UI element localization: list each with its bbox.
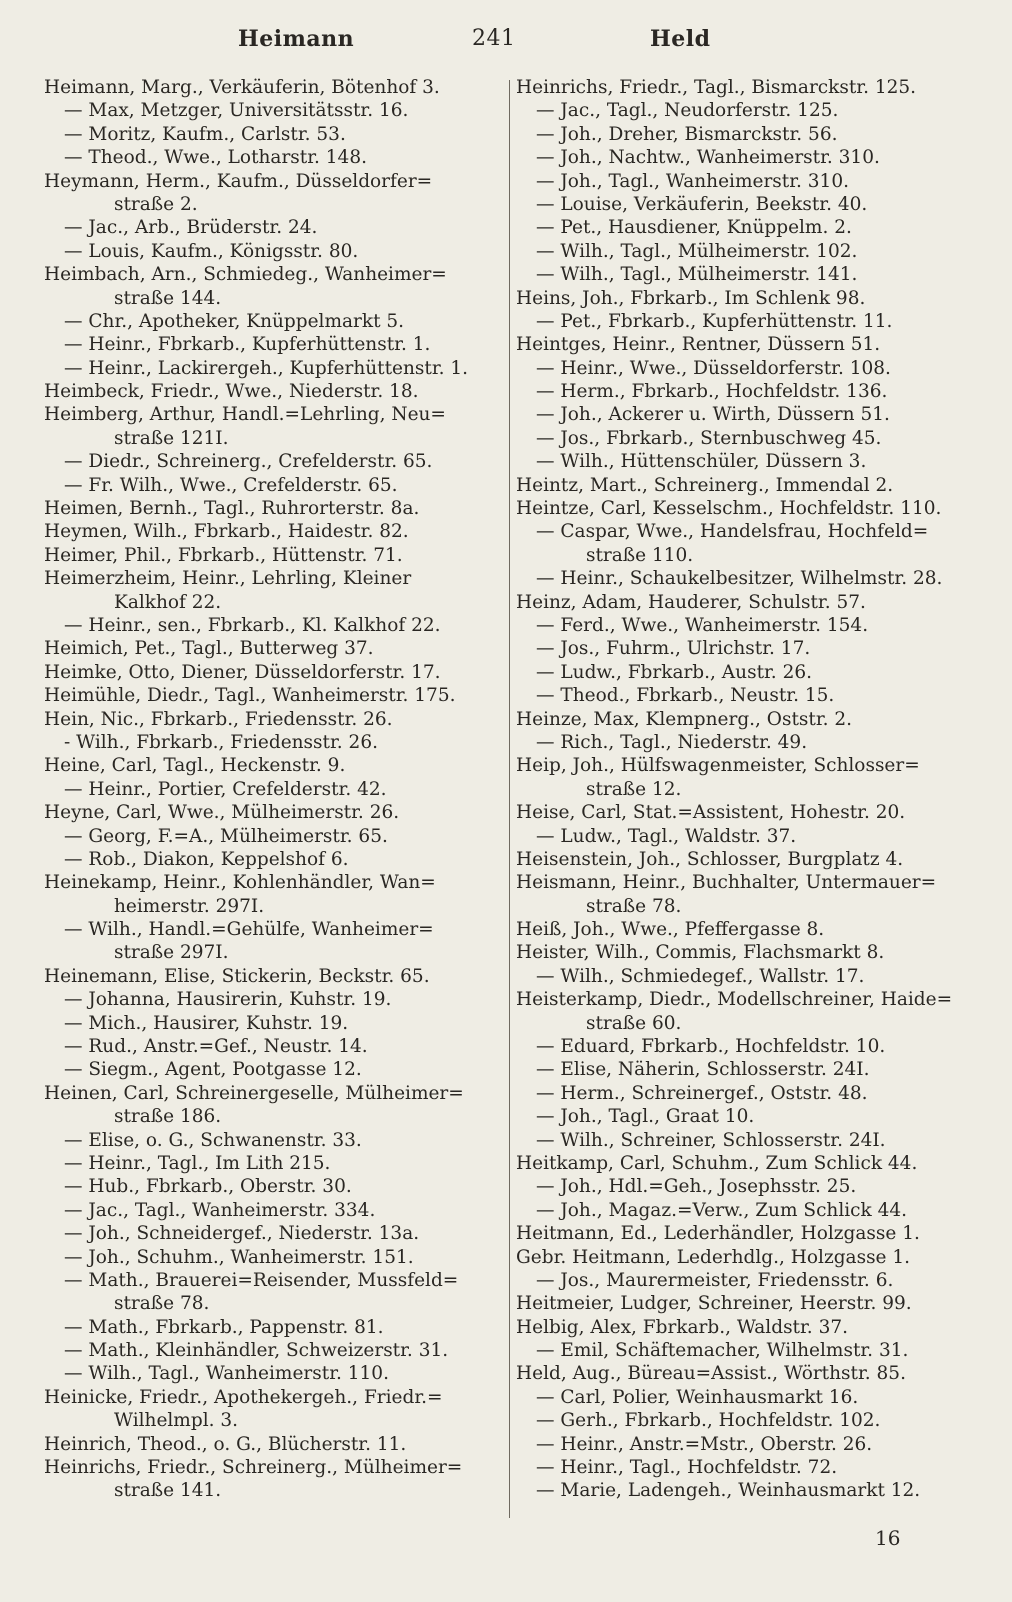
entry-line: — Heinr., Tagl., Hochfeldstr. 72. <box>536 1457 838 1479</box>
entry-line: — Eduard, Fbrkarb., Hochfeldstr. 10. <box>536 1036 886 1058</box>
page-number: 241 <box>472 26 516 51</box>
entry-line: — Fr. Wilh., Wwe., Crefelderstr. 65. <box>64 474 398 496</box>
entry-line: — Louis, Kaufm., Königsstr. 80. <box>64 240 359 262</box>
entry-line: straße 186. <box>114 1106 222 1128</box>
entry-line: Heitkamp, Carl, Schuhm., Zum Schlick 44. <box>516 1152 918 1174</box>
entry-line: Heinrichs, Friedr., Tagl., Bismarckstr. 125. <box>516 77 917 98</box>
left-column <box>44 76 484 1503</box>
entry-line: — Max, Metzger, Universitätsstr. 16. <box>64 100 409 122</box>
entry-line: — Rich., Tagl., Niederstr. 49. <box>536 731 808 753</box>
entry-line: Heinicke, Friedr., Apothekergeh., Friedr.= <box>44 1386 443 1408</box>
entry-line: — Herm., Fbrkarb., Hochfeldstr. 136. <box>536 381 888 403</box>
entry-line: — Heinr., Schaukelbesitzer, Wilhelmstr. 28. <box>536 568 943 590</box>
entry-line: Heinze, Max, Klempnerg., Oststr. 2. <box>516 708 853 730</box>
entry-line: — Wilh., Tagl., Mülheimerstr. 141. <box>536 264 858 286</box>
entry-line: Heiß, Joh., Wwe., Pfeffergasse 8. <box>516 919 825 941</box>
entry-line: Heitmann, Ed., Lederhändler, Holzgasse 1. <box>516 1223 920 1245</box>
entry-line: — Gerh., Fbrkarb., Hochfeldstr. 102. <box>536 1410 881 1432</box>
entry-line: — Hub., Fbrkarb., Oberstr. 30. <box>64 1176 352 1198</box>
entry-line: — Heinr., Lackirergeh., Kupferhüttenstr. 1. <box>64 357 469 379</box>
entry-line: straße 78. <box>586 895 682 917</box>
entry-line: — Johanna, Hausirerin, Kuhstr. 19. <box>64 989 392 1011</box>
entry-line: Heinrich, Theod., o. G., Blücherstr. 11. <box>44 1433 407 1455</box>
entry-line: Heinrichs, Friedr., Schreinerg., Mülheimer= <box>44 1457 463 1479</box>
entry-line: Heimen, Bernh., Tagl., Ruhrorterstr. 8a. <box>44 498 420 520</box>
entry-line: Heimühle, Diedr., Tagl., Wanheimerstr. 175. <box>44 685 456 707</box>
entry-line: — Math., Kleinhändler, Schweizerstr. 31. <box>64 1340 449 1362</box>
entry-line: — Wilh., Tagl., Mülheimerstr. 102. <box>536 240 858 262</box>
entry-line: straße 297I. <box>114 942 229 964</box>
entry-line: — Marie, Ladengeh., Weinhausmarkt 12. <box>536 1480 921 1502</box>
entry-line: Heister, Wilh., Commis, Flachsmarkt 8. <box>516 942 885 964</box>
entry-line: Gebr. Heitmann, Lederhdlg., Holzgasse 1. <box>516 1246 911 1268</box>
entry-line: — Heinr., Portier, Crefelderstr. 42. <box>64 778 387 800</box>
entry-line: — Theod., Fbrkarb., Neustr. 15. <box>536 685 835 707</box>
entry-line: Heisenstein, Joh., Schlosser, Burgplatz 4. <box>516 848 904 870</box>
entry-line: — Rud., Anstr.=Gef., Neustr. 14. <box>64 1036 368 1058</box>
entry-line: Heymann, Herm., Kaufm., Düsseldorfer= <box>44 170 433 192</box>
entry-line: — Mich., Hausirer, Kuhstr. 19. <box>64 1012 349 1034</box>
entry-line: Heimbeck, Friedr., Wwe., Niederstr. 18. <box>44 381 419 403</box>
entry-line: — Ferd., Wwe., Wanheimerstr. 154. <box>536 614 869 636</box>
entry-line: — Ludw., Tagl., Waldstr. 37. <box>536 825 797 847</box>
entry-line: straße 12. <box>586 778 682 800</box>
entry-line: Heintze, Carl, Kesselschm., Hochfeldstr. 110. <box>516 498 942 520</box>
entry-line: Heimer, Phil., Fbrkarb., Hüttenstr. 71. <box>44 544 403 566</box>
entry-line: Hein, Nic., Fbrkarb., Friedensstr. 26. <box>44 708 393 730</box>
entry-line: Heintz, Mart., Schreinerg., Immendal 2. <box>516 474 894 496</box>
entry-line: — Jac., Tagl., Neudorferstr. 125. <box>536 100 839 122</box>
entry-line: Held, Aug., Büreau=Assist., Wörthstr. 85. <box>516 1363 906 1385</box>
entry-line: straße 2. <box>114 193 198 215</box>
running-head-left: Heimann <box>238 26 355 52</box>
entry-line: — Ludw., Fbrkarb., Austr. 26. <box>536 661 812 683</box>
entry-line: Heitmeier, Ludger, Schreiner, Heerstr. 99. <box>516 1293 912 1315</box>
entry-line: — Joh., Hdl.=Geh., Josephsstr. 25. <box>536 1176 857 1198</box>
entry-line: — Heinr., sen., Fbrkarb., Kl. Kalkhof 22. <box>64 614 441 636</box>
entry-line: — Theod., Wwe., Lotharstr. 148. <box>64 147 367 169</box>
entry-line: — Elise, Näherin, Schlosserstr. 24I. <box>536 1059 870 1081</box>
running-head-right: Held <box>650 26 711 52</box>
entry-line: Heimerzheim, Heinr., Lehrling, Kleiner <box>44 568 412 590</box>
entry-line: heimerstr. 297I. <box>114 895 265 917</box>
entry-line: — Diedr., Schreinerg., Crefelderstr. 65. <box>64 451 433 473</box>
entry-line: straße 110. <box>586 544 694 566</box>
entry-line: — Carl, Polier, Weinhausmarkt 16. <box>536 1386 859 1408</box>
entry-line: Heimich, Pet., Tagl., Butterweg 37. <box>44 638 374 660</box>
entry-line: — Chr., Apotheker, Knüppelmarkt 5. <box>64 310 405 332</box>
entry-line: — Jos., Fbrkarb., Sternbuschweg 45. <box>536 427 882 449</box>
entry-line: — Math., Brauerei=Reisender, Mussfeld= <box>64 1269 459 1291</box>
entry-line: Heintges, Heinr., Rentner, Düssern 51. <box>516 334 881 356</box>
entry-line: — Joh., Magaz.=Verw., Zum Schlick 44. <box>536 1199 908 1221</box>
entry-line: — Joh., Dreher, Bismarckstr. 56. <box>536 123 838 145</box>
entry-line: Heimke, Otto, Diener, Düsseldorferstr. 17. <box>44 661 441 683</box>
entry-line: — Heinr., Wwe., Düsseldorferstr. 108. <box>536 357 891 379</box>
entry-line: Heinz, Adam, Hauderer, Schulstr. 57. <box>516 591 866 613</box>
entry-line: — Heinr., Fbrkarb., Kupferhüttenstr. 1. <box>64 334 431 356</box>
entry-line: Heismann, Heinr., Buchhalter, Untermauer= <box>516 872 937 894</box>
entry-line: — Emil, Schäftemacher, Wilhelmstr. 31. <box>536 1340 909 1362</box>
entry-line: — Heinr., Tagl., Im Lith 215. <box>64 1152 331 1174</box>
entry-line: — Moritz, Kaufm., Carlstr. 53. <box>64 123 346 145</box>
entry-line: - Wilh., Fbrkarb., Friedensstr. 26. <box>64 731 378 753</box>
entry-line: Wilhelmpl. 3. <box>114 1410 239 1432</box>
entry-line: — Wilh., Handl.=Gehülfe, Wanheimer= <box>64 919 434 941</box>
entry-line: — Joh., Schneidergef., Niederstr. 13a. <box>64 1223 420 1245</box>
entry-line: Heise, Carl, Stat.=Assistent, Hohestr. 20. <box>516 802 906 824</box>
entry-line: straße 78. <box>114 1293 210 1315</box>
entry-line: — Joh., Schuhm., Wanheimerstr. 151. <box>64 1246 414 1268</box>
entry-line: — Pet., Hausdiener, Knüppelm. 2. <box>536 217 852 239</box>
entry-line: — Caspar, Wwe., Handelsfrau, Hochfeld= <box>536 521 929 543</box>
entry-line: — Jos., Fuhrm., Ulrichstr. 17. <box>536 638 811 660</box>
entry-line: — Siegm., Agent, Pootgasse 12. <box>64 1059 362 1081</box>
entry-line: Heinekamp, Heinr., Kohlenhändler, Wan= <box>44 872 436 894</box>
entry-line: straße 121I. <box>114 427 229 449</box>
entry-line: Heins, Joh., Fbrkarb., Im Schlenk 98. <box>516 287 866 309</box>
entry-line: Heip, Joh., Hülfswagenmeister, Schlosser= <box>516 755 920 777</box>
entry-line: — Jac., Arb., Brüderstr. 24. <box>64 217 318 239</box>
entry-line: — Math., Fbrkarb., Pappenstr. 81. <box>64 1316 384 1338</box>
entry-line: straße 144. <box>114 287 222 309</box>
entry-line: — Heinr., Anstr.=Mstr., Oberstr. 26. <box>536 1433 873 1455</box>
entry-line: — Wilh., Schmiedegef., Wallstr. 17. <box>536 965 865 987</box>
entry-line: — Wilh., Tagl., Wanheimerstr. 110. <box>64 1363 389 1385</box>
entry-line: — Joh., Ackerer u. Wirth, Düssern 51. <box>536 404 890 426</box>
entry-line: Heymen, Wilh., Fbrkarb., Haidestr. 82. <box>44 521 409 543</box>
entry-line: Heisterkamp, Diedr., Modellschreiner, Haide= <box>516 989 953 1011</box>
entry-line: — Pet., Fbrkarb., Kupferhüttenstr. 11. <box>536 310 893 332</box>
entry-line: — Wilh., Hüttenschüler, Düssern 3. <box>536 451 867 473</box>
entry-line: — Jac., Tagl., Wanheimerstr. 334. <box>64 1199 376 1221</box>
entry-line: Heimbach, Arn., Schmiedeg., Wanheimer= <box>44 264 447 286</box>
entry-line: Helbig, Alex, Fbrkarb., Waldstr. 37. <box>516 1316 848 1338</box>
entry-line: — Rob., Diakon, Keppelshof 6. <box>64 848 349 870</box>
entry-line: Heinen, Carl, Schreinergeselle, Mülheimer= <box>44 1082 464 1104</box>
entry-line: Heine, Carl, Tagl., Heckenstr. 9. <box>44 755 346 777</box>
entry-line: — Joh., Tagl., Wanheimerstr. 310. <box>536 170 849 192</box>
entry-line: — Herm., Schreinergef., Oststr. 48. <box>536 1082 868 1104</box>
entry-line: — Wilh., Schreiner, Schlosserstr. 24I. <box>536 1129 886 1151</box>
entry-line: Heimann, Marg., Verkäuferin, Bötenhof 3. <box>44 77 440 98</box>
entry-line: straße 60. <box>586 1012 682 1034</box>
entry-line: Heinemann, Elise, Stickerin, Beckstr. 65. <box>44 965 430 987</box>
sheet-signature: 16 <box>875 1526 901 1550</box>
column-divider <box>509 80 510 1518</box>
entry-line: Kalkhof 22. <box>114 591 222 613</box>
right-column <box>516 76 954 1503</box>
entry-line: Heimberg, Arthur, Handl.=Lehrling, Neu= <box>44 404 446 426</box>
entry-line: — Joh., Nachtw., Wanheimerstr. 310. <box>536 147 880 169</box>
entry-line: — Joh., Tagl., Graat 10. <box>536 1106 755 1128</box>
entry-line: — Georg, F.=A., Mülheimerstr. 65. <box>64 825 388 847</box>
entry-line: — Louise, Verkäuferin, Beekstr. 40. <box>536 193 868 215</box>
entry-line: — Elise, o. G., Schwanenstr. 33. <box>64 1129 362 1151</box>
entry-line: — Jos., Maurermeister, Friedensstr. 6. <box>536 1269 894 1291</box>
entry-line: Heyne, Carl, Wwe., Mülheimerstr. 26. <box>44 802 400 824</box>
entry-line: straße 141. <box>114 1480 222 1502</box>
